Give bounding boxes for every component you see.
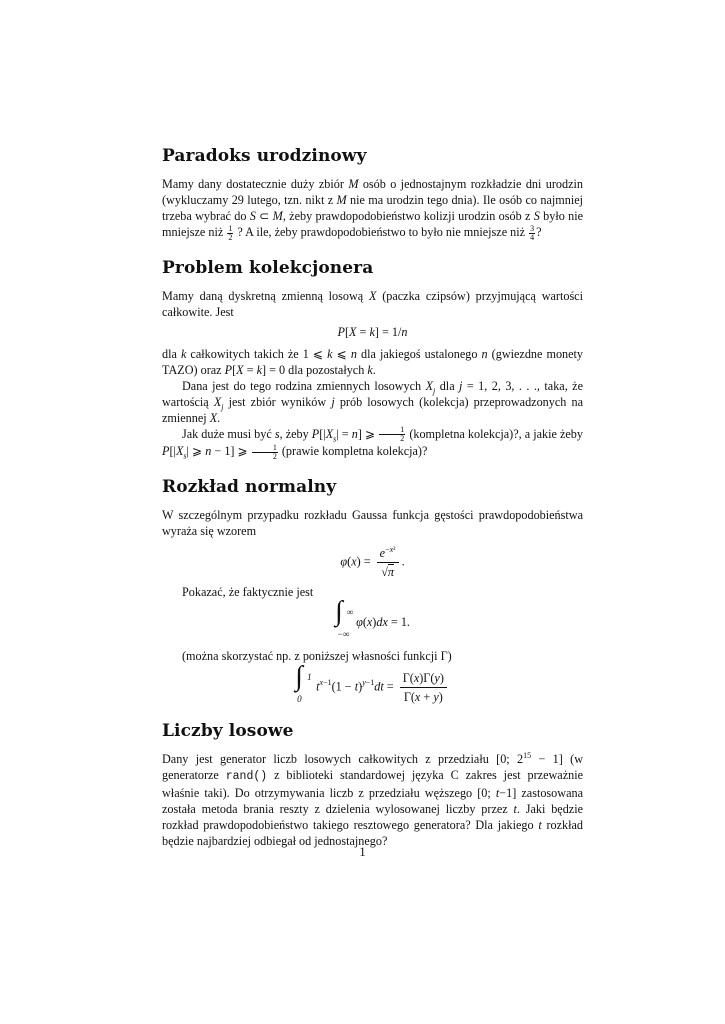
- page-number: 1: [359, 845, 366, 859]
- page-content: [162, 148, 583, 867]
- section-birthday-paradox: [162, 148, 583, 242]
- section-paragraph: (można skorzystać np. z poniższej własności funkcji Γ): [182, 649, 452, 664]
- section-title: Liczby losowe: [162, 721, 294, 742]
- section-paragraph: Mamy dany dostatecznie duży zbiór M osób o jednostajnym rozkładzie dni urodzin (wykluczamy 29 lutego, tzn. nikt z M nie ma urodzin tego dnia). Ile osób co najmniej trzeba wybrać do S ⊂ M, żeby prawdopodobieństwo kolizji urodzin osób z S było nie mniejsze niż $\frac{1}{2}$ ? A ile, żeby prawdopodobieństwo to było nie mniejsze niż $\frac{3}{4}$ ?: [162, 177, 583, 242]
- section-paragraph: Jak duże musi być s, żeby $P[|X_s| = n]$ ⩾ $\frac{1}{2}$ (kompletna kolekcja)?, a jakie żeby $P[|X_s|$ ⩾ n − 1] ⩾ $\frac{1}{2}$ (prawie kompletna kolekcja)?: [162, 425, 583, 462]
- section-title: Rozkład normalny: [162, 477, 337, 498]
- section-normal-distribution: [162, 479, 583, 705]
- section-title: Problem kolekcjonera: [162, 257, 374, 278]
- section-paragraph: W szczególnym przypadku rozkładu Gaussa funkcja gęstości prawdopodobieństwa wyraża się wzorem: [162, 508, 583, 539]
- section-paragraph: dla k całkowitych takich że 1 ⩽ k ⩽ n dla jakiegoś ustalonego n (gwiezdne monety TAZO) oraz P[X = k] = 0 dla pozostałych k.: [162, 346, 584, 377]
- section-paragraph: Pokazać, że faktycznie jest: [182, 585, 314, 600]
- section-coupon-collector: [162, 257, 584, 462]
- section-paragraph: Dana jest do tego rodzina zmiennych losowych $X_j$ dla j = 1, 2, 3, . . ., taka, że wartością $X_j$ jest zbiór wyników j prób losowych (kolekcja) przeprowadzonych na zmiennej X.: [162, 378, 583, 425]
- section-paragraph: Mamy daną dyskretną zmienną losową X (paczka czipsów) przyjmującą wartości całkowite. Jest: [162, 288, 583, 319]
- equation-density: φ(x) = $\frac{e^{-x^2}}{√\pi}$ .: [340, 545, 405, 580]
- equation-integral: ∫ ∞ −∞ φ(x)dx = 1.: [335, 596, 410, 640]
- equation-beta: ∫ 1 0 $t^{x-1}(1 - t)^{y-1}dt$ = $\frac{\Gamma(x)\Gamma(y)}{\Gamma(x + y)}$: [162, 670, 583, 705]
- section-paragraph: Dany jest generator liczb losowych całkowitych z przedziału [0; $2^{15} - 1$] (w generatorze rand() z biblioteki standardowej języka C zakres jest przeważnie właśnie taki). Do otrzymywania liczb z przedziału węższego [0; t−1] zastosowana została metoda brania reszty z dzielenia wylosowanej liczby przez t. Jaki będzie rozkład prawdopodobieństwo takiego resztowego generatora? Dla jakiego t rozkład będzie najbardziej odbiegał od jednostajnego?: [162, 751, 584, 849]
- equation: P[X = k] = 1/n: [337, 324, 408, 339]
- section-random-numbers: [162, 723, 583, 849]
- section-title: Paradoks urodzinowy: [162, 146, 367, 166]
